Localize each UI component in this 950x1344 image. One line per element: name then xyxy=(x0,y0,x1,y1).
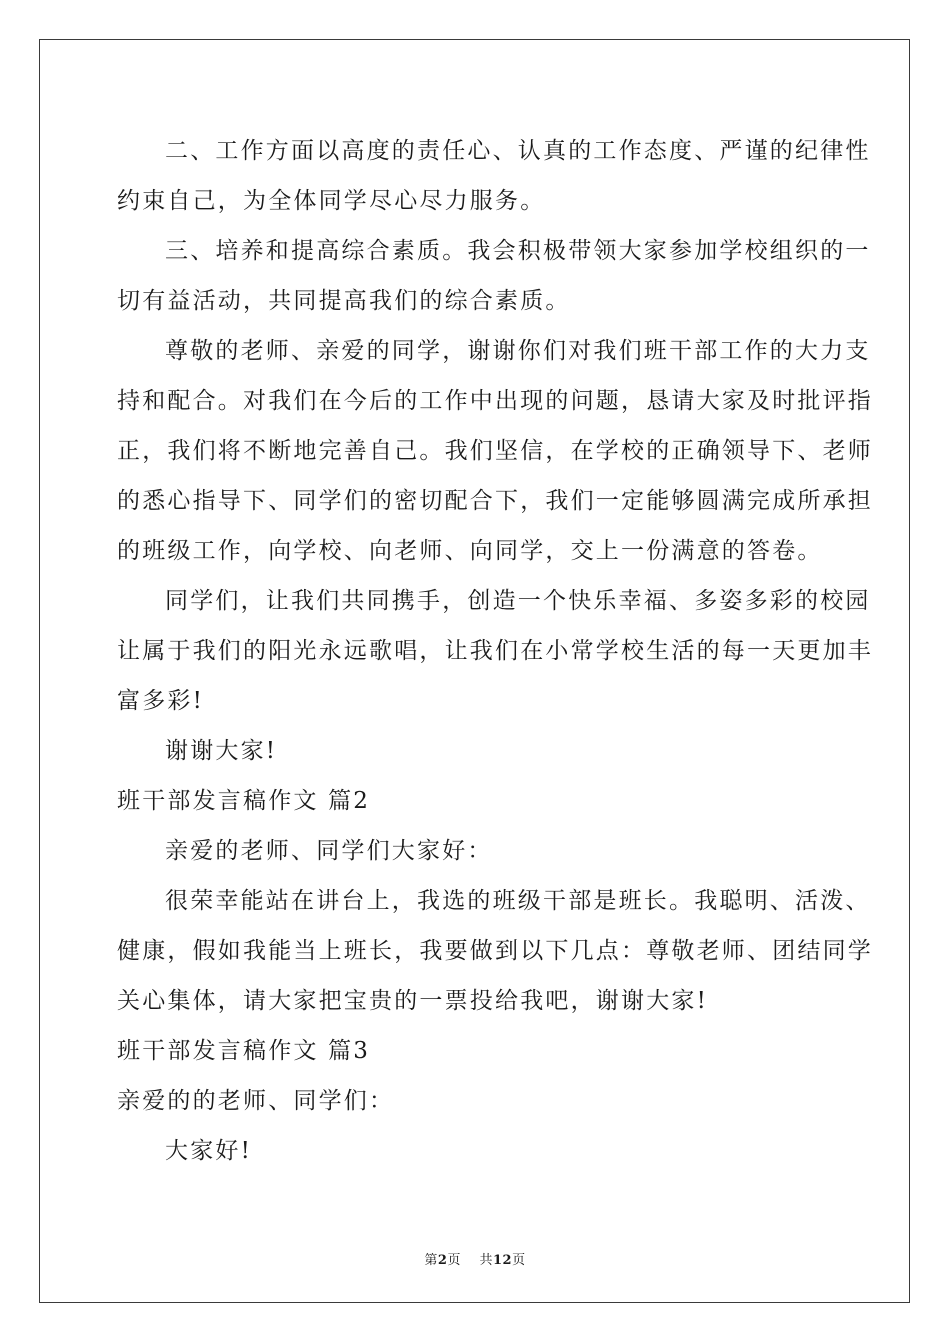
paragraph-line: 谢谢大家! xyxy=(165,738,278,764)
total-pages: 12 xyxy=(493,1253,513,1268)
paragraph-line: 二、工作方面以高度的责任心、认真的工作态度、严谨的纪律性 xyxy=(165,138,871,164)
page-label-prefix: 第 xyxy=(424,1253,438,1268)
paragraph-line: 三、培养和提高综合素质。我会积极带领大家参加学校组织的一 xyxy=(165,238,871,264)
paragraph-line: 持和配合。对我们在今后的工作中出现的问题，恳请大家及时批评指 xyxy=(117,388,873,414)
paragraph-line: 正，我们将不断地完善自己。我们坚信，在学校的正确领导下、老师 xyxy=(117,438,873,464)
paragraph-line: 的悉心指导下、同学们的密切配合下，我们一定能够圆满完成所承担 xyxy=(117,488,873,514)
paragraph-line: 亲爱的的老师、同学们： xyxy=(117,1088,395,1114)
paragraph-line: 切有益活动，共同提高我们的综合素质。 xyxy=(117,288,571,314)
section-heading: 班干部发言稿作文 篇2 xyxy=(117,788,371,814)
paragraph-line: 富多彩! xyxy=(117,688,205,714)
paragraph-line: 健康，假如我能当上班长，我要做到以下几点：尊敬老师、团结同学 xyxy=(117,938,873,964)
paragraph-line: 很荣幸能站在讲台上，我选的班级干部是班长。我聪明、活泼、 xyxy=(165,888,871,914)
paragraph-line: 的班级工作，向学校、向老师、向同学，交上一份满意的答卷。 xyxy=(117,538,823,564)
paragraph-line: 关心集体，请大家把宝贵的一票投给我吧，谢谢大家! xyxy=(117,988,709,1014)
paragraph-line: 同学们，让我们共同携手，创造一个快乐幸福、多姿多彩的校园 xyxy=(165,588,871,614)
paragraph-line: 让属于我们的阳光永远歌唱，让我们在小常学校生活的每一天更加丰 xyxy=(117,638,873,664)
paragraph-line: 约束自己，为全体同学尽心尽力服务。 xyxy=(117,188,546,214)
page-label-suffix: 页 xyxy=(447,1253,461,1268)
paragraph-line: 大家好! xyxy=(165,1138,253,1164)
page-number: 2 xyxy=(437,1253,448,1268)
total-suffix: 页 xyxy=(512,1253,526,1268)
total-prefix: 共 xyxy=(479,1253,493,1268)
page-footer xyxy=(0,1249,950,1268)
section-heading: 班干部发言稿作文 篇3 xyxy=(117,1038,371,1064)
paragraph-line: 亲爱的老师、同学们大家好： xyxy=(165,838,493,864)
paragraph-line: 尊敬的老师、亲爱的同学，谢谢你们对我们班干部工作的大力支 xyxy=(165,338,871,364)
